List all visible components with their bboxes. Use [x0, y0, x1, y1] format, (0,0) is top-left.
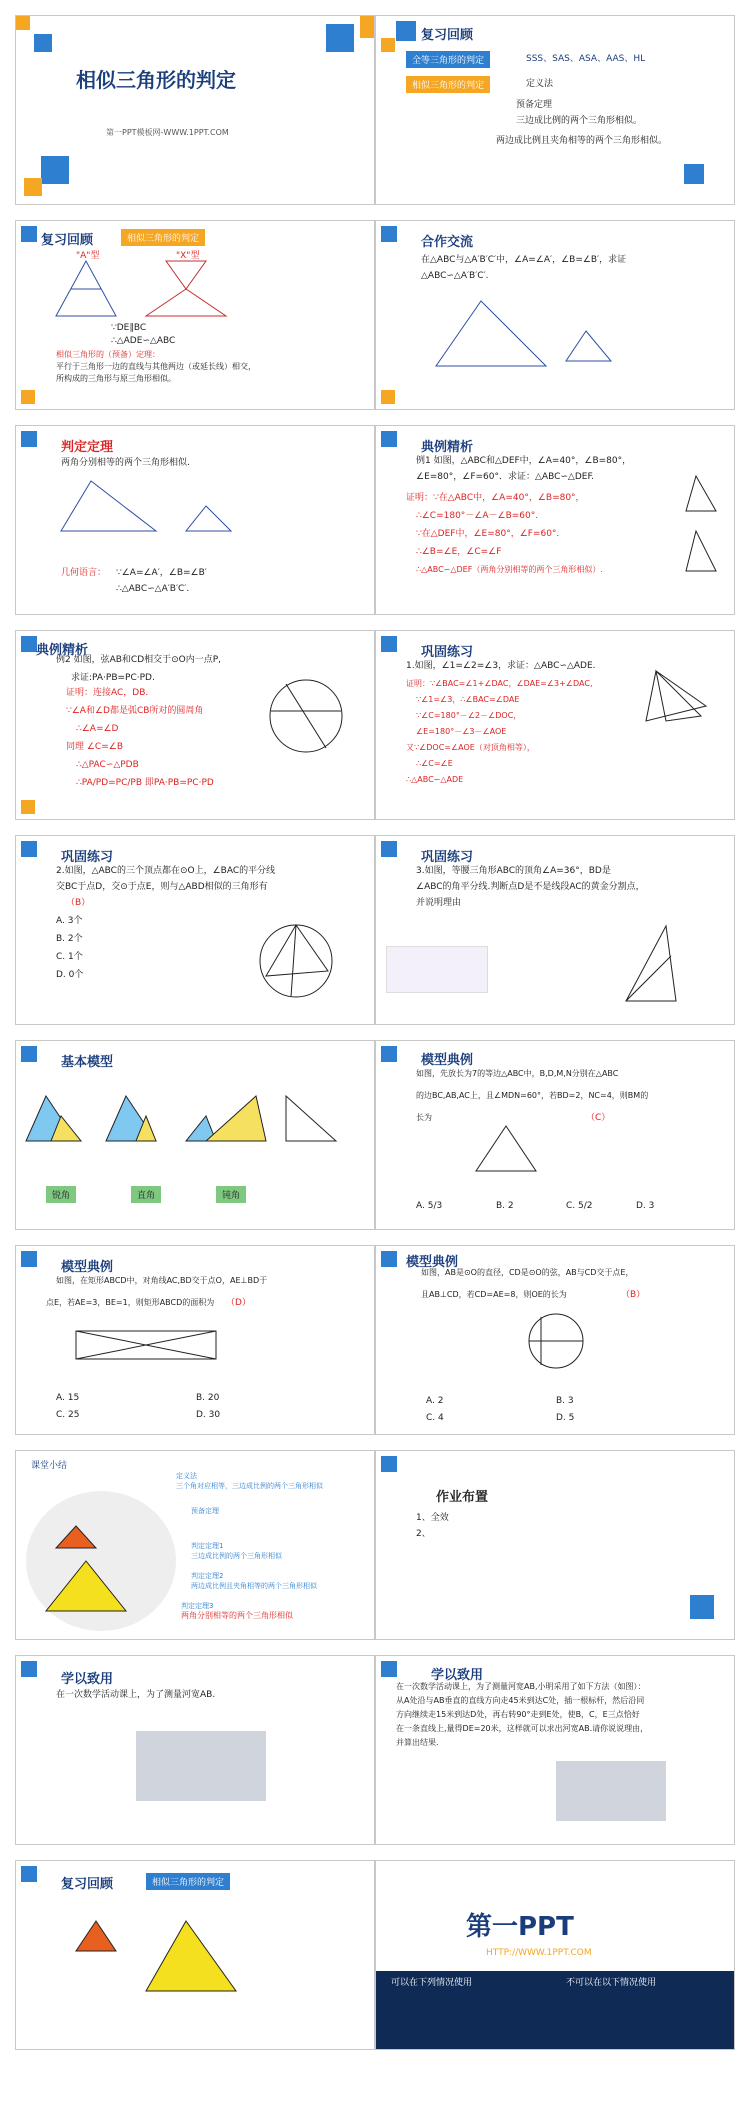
brand-logo: 第一PPT — [466, 1912, 574, 1942]
question-line-2: △ABC∽△A′B′C′. — [421, 271, 489, 281]
option-b: B. 20 — [196, 1393, 220, 1403]
option-a: A. 3个 — [56, 916, 83, 926]
proof-line-3: ∴∠A=∠D — [76, 724, 119, 734]
homework-item-2: 2、 — [416, 1529, 431, 1539]
answer: （B） — [66, 898, 91, 908]
option-a: A. 15 — [56, 1393, 80, 1403]
acute-label: 锐角 — [46, 1186, 76, 1203]
answer: （B） — [621, 1290, 646, 1300]
slide-basic-models[interactable] — [15, 1040, 375, 1230]
theorem-text: 两角分别相等的两个三角形相似. — [61, 458, 190, 468]
question-line-2: 交BC于点D，交⊙于点E，则与△ABD相似的三角形有 — [56, 882, 268, 892]
example-triangles — [681, 476, 721, 586]
question-line-1: 如图，AB是⊙O的直径，CD是⊙O的弦，AB与CD交于点E， — [421, 1268, 634, 1277]
question-text: 1.如图，∠1=∠2=∠3，求证：△ABC∽△ADE. — [406, 661, 596, 671]
slide-heading: 学以致用 — [61, 1672, 114, 1687]
similar-tag: 相似三角形的判定 — [146, 1873, 230, 1890]
summary-t3-text: 两角分别相等的两个三角形相似 — [181, 1611, 293, 1620]
proof-line-1: 证明：∵在△ABC中，∠A=40°，∠B=80°， — [406, 493, 585, 503]
proof-line-6: ∴PA/PD=PC/PB 即PA·PB=PC·PD — [76, 778, 214, 788]
proof-line-2: ∵∠1=∠3，∴∠BAC=∠DAE — [416, 695, 520, 704]
similar-tag: 相似三角形的判定 — [121, 229, 205, 246]
proof-line-5: 又∵∠DOC=∠AOE（对顶角相等）， — [406, 743, 535, 752]
slide-model-example-2[interactable] — [15, 1245, 375, 1435]
slide-heading: 作业布置 — [436, 1490, 489, 1505]
summary-t1-text: 三边成比例的两个三角形相似 — [191, 1552, 282, 1560]
question-line-1: 如图，先放长为7的等边△ABC中，B,D,M,N分别在△ABC — [416, 1069, 619, 1078]
geo-language-conclusion: ∴△ABC∽△A′B′C′. — [116, 584, 190, 594]
slide-heading: 合作交流 — [421, 235, 474, 250]
example-line-1: 例1 如图，△ABC和△DEF中，∠A=40°，∠B=80°， — [416, 456, 632, 466]
x-type-label: "X"型 — [176, 251, 200, 261]
congruent-tag: 全等三角形的判定 — [406, 51, 490, 68]
slide-heading: 模型典例 — [61, 1260, 114, 1275]
question-line-1: 2.如图，△ABC的三个顶点都在⊙O上，∠BAC的平分线 — [56, 866, 276, 876]
river-diagram — [556, 1761, 666, 1821]
homework-item-1: 1、全效 — [416, 1513, 449, 1523]
theorem-note-2: 平行于三角形一边的直线与其他两边（或延长线）相交， — [56, 362, 256, 371]
example-line-2: ∠E=80°，∠F=60°．求证：△ABC∽△DEF. — [416, 472, 595, 482]
theorem-triangles — [56, 481, 256, 541]
theorem-note-3: 所构成的三角形与原三角形相似。 — [56, 374, 176, 383]
proof-line-4: ∠E=180°－∠3－∠AOE — [416, 727, 507, 736]
practice-figure — [646, 671, 716, 731]
river-diagram — [136, 1731, 266, 1801]
question-line-2: 的边BC,AB,AC上，且∠MDN=60°，若BD=2，NC=4，则BM的 — [416, 1091, 649, 1100]
proof-line-4: 同理 ∠C=∠B — [66, 742, 123, 752]
slide-heading: 学以致用 — [431, 1668, 484, 1683]
proof-line-2: ∵∠A和∠D都是弧CB所对的圆周角 — [66, 706, 204, 716]
slide-example-2[interactable] — [15, 630, 375, 820]
option-c: C. 5/2 — [566, 1201, 593, 1211]
problem-line-5: 并算出结果. — [396, 1738, 439, 1747]
problem-line-1: 在一次数学活动课上，为了测量河宽AB,小明采用了如下方法（如图）： — [396, 1682, 646, 1691]
proof-line-3: ∵∠C=180°－∠2－∠DOC， — [416, 711, 522, 720]
slide-heading: 基本模型 — [61, 1055, 114, 1070]
question-line-1: 如图，在矩形ABCD中，对角线AC,BD交于点O，AE⊥BD于 — [56, 1276, 268, 1285]
summary-def-text: 三个角对应相等，三边成比例的两个三角形相似 — [176, 1482, 323, 1490]
slide-heading: 巩固练习 — [61, 850, 114, 865]
slide-subtitle: 第一PPT模板网-WWW.1PPT.COM — [106, 128, 229, 137]
slide-heading: 巩固练习 — [421, 850, 474, 865]
option-c: C. 1个 — [56, 952, 83, 962]
slide-theorem[interactable] — [15, 425, 375, 615]
proof-line-2: ∴∠C=180°－∠A－∠B=60°. — [416, 511, 539, 521]
slide-review-1[interactable] — [375, 15, 735, 205]
two-triangles — [436, 301, 636, 371]
option-a: A. 2 — [426, 1396, 444, 1406]
problem-line-3: 方向继续走15米到达D处，再右转90°走到E处，使B，C，E三点恰好 — [396, 1710, 640, 1719]
slide-practice-2[interactable] — [15, 835, 375, 1025]
obtuse-label: 钝角 — [216, 1186, 246, 1203]
slide-heading: 巩固练习 — [421, 645, 474, 660]
slide-application-1[interactable] — [15, 1655, 375, 1845]
can-use-label: 可以在下列情况使用 — [391, 1978, 473, 1988]
summary-t2-text: 两边成比例且夹角相等的两个三角形相似 — [191, 1582, 317, 1590]
circle-figure — [526, 1311, 586, 1371]
answer: （C） — [586, 1113, 611, 1123]
option-c: C. 4 — [426, 1413, 444, 1423]
definition-method: 定义法 — [526, 79, 554, 89]
circle-figure — [256, 921, 336, 1001]
rectangle-figure — [76, 1331, 216, 1361]
question-line-3: 并说明理由 — [416, 898, 462, 908]
question-line-3: 长为 — [416, 1113, 432, 1122]
answer: （D） — [226, 1298, 251, 1308]
slide-title[interactable] — [15, 15, 375, 205]
question-line-1: 在△ABC与△A′B′C′中，∠A=∠A′，∠B=∠B′，求证 — [421, 255, 627, 265]
geo-language-given: ∵∠A=∠A′，∠B=∠B′ — [116, 568, 207, 578]
proof-line-3: ∵在△DEF中，∠E=80°，∠F=60°． — [416, 529, 566, 539]
question-line-2: 点E，若AE=3，BE=1，则矩形ABCD的面积为 — [46, 1298, 215, 1307]
summary-t2: 判定定理2 — [191, 1572, 224, 1580]
slide-review-2[interactable] — [15, 220, 375, 410]
summary-t1: 判定定理1 — [191, 1542, 224, 1550]
question-line-2: ∠ABC的角平分线.判断点D是不是线段AC的黄金分割点， — [416, 882, 645, 892]
brand-url[interactable]: HTTP://WWW.1PPT.COM — [486, 1948, 592, 1958]
cannot-use-label: 不可以在以下情况使用 — [566, 1978, 657, 1988]
proof-line-1: 证明：∵∠BAC=∠1+∠DAC，∠DAE=∠3+∠DAC, — [406, 679, 593, 688]
slide-model-example-3[interactable] — [375, 1245, 735, 1435]
isosceles-figure — [626, 926, 686, 1006]
slide-title-text: 相似三角形的判定 — [76, 68, 236, 92]
right-label: 直角 — [131, 1186, 161, 1203]
a-type-label: "A"型 — [76, 251, 100, 261]
triangle-figures — [46, 261, 246, 321]
question-line-2: 且AB⊥CD，若CD=AE=8，则OE的长为 — [421, 1290, 567, 1299]
slide-heading: 模型典例 — [406, 1255, 459, 1270]
option-d: D. 3 — [636, 1201, 655, 1211]
equilateral-figure — [476, 1126, 536, 1176]
summary-prelim: 预备定理 — [191, 1507, 219, 1515]
slide-heading: 判定定理 — [61, 440, 114, 455]
parallel-condition: ∵DE∥BC — [111, 323, 147, 333]
slide-branding[interactable] — [375, 1860, 735, 2050]
slide-summary[interactable] — [15, 1450, 375, 1640]
proof-line-7: ∴△ABC∽△ADE — [406, 775, 464, 784]
slide-homework[interactable] — [375, 1450, 735, 1640]
example-line-1: 例2 如图，弦AB和CD相交于⊙O内一点P, — [56, 655, 222, 665]
slide-heading: 模型典例 — [421, 1053, 474, 1068]
slide-heading: 课堂小结 — [31, 1461, 68, 1471]
handwritten-note — [386, 946, 488, 993]
option-b: B. 2 — [496, 1201, 514, 1211]
model-figures — [26, 1096, 366, 1156]
sas-theorem: 两边成比例且夹角相等的两个三角形相似。 — [496, 136, 668, 146]
problem-line-2: 从A处沿与AB垂直的直线方向走45米到达C处，插一根标杆，然后沿同 — [396, 1696, 645, 1705]
slide-heading: 典例精析 — [421, 440, 474, 455]
question-line-1: 3.如图，等腰三角形ABC的顶角∠A=36°，BD是 — [416, 866, 611, 876]
proof-line-1: 证明：连接AC，DB. — [66, 688, 149, 698]
slide-application-2[interactable] — [375, 1655, 735, 1845]
option-d: D. 0个 — [56, 970, 84, 980]
option-a: A. 5/3 — [416, 1201, 443, 1211]
similar-tag: 相似三角形的判定 — [406, 76, 490, 93]
slide-practice-3[interactable] — [375, 835, 735, 1025]
problem-line-4: 在一条直线上,量得DE=20米，这样就可以求出河宽AB.请你说说理由， — [396, 1724, 649, 1733]
option-b: B. 2个 — [56, 934, 83, 944]
slide-review-3[interactable] — [15, 1860, 375, 2050]
example-line-2: 求证:PA·PB=PC·PD. — [71, 673, 155, 683]
slide-heading: 复习回顾 — [41, 233, 94, 248]
proof-line-5: ∴△ABC∽△DEF（两角分别相等的两个三角形相似）. — [416, 565, 603, 574]
slide-heading: 复习回顾 — [61, 1877, 114, 1892]
review-triangles — [76, 1921, 276, 2001]
summary-triangles — [46, 1526, 146, 1616]
proof-line-4: ∴∠B=∠E，∠C=∠F — [416, 547, 502, 557]
slide-cooperation[interactable] — [375, 220, 735, 410]
slide-heading: 典例精析 — [36, 643, 89, 658]
geo-language-label: 几何语言： — [61, 568, 107, 578]
slide-practice-1[interactable] — [375, 630, 735, 820]
congruent-methods: SSS、SAS、ASA、AAS、HL — [526, 54, 646, 64]
proof-line-5: ∴△PAC∽△PDB — [76, 760, 139, 770]
option-d: D. 5 — [556, 1413, 575, 1423]
option-b: B. 3 — [556, 1396, 574, 1406]
sss-theorem: 三边成比例的两个三角形相似。 — [516, 116, 643, 126]
proof-line-6: ∴∠C=∠E — [416, 759, 453, 768]
slide-model-example-1[interactable] — [375, 1040, 735, 1230]
option-c: C. 25 — [56, 1410, 80, 1420]
summary-t3: 判定定理3 — [181, 1602, 214, 1610]
circle-figure — [266, 676, 346, 756]
option-d: D. 30 — [196, 1410, 221, 1420]
similar-conclusion: ∴△ADE∽△ABC — [111, 336, 176, 346]
slide-example-1[interactable] — [375, 425, 735, 615]
slide-heading: 复习回顾 — [421, 28, 474, 43]
problem-text: 在一次数学活动课上，为了测量河宽AB. — [56, 1690, 216, 1700]
prelim-theorem: 预备定理 — [516, 100, 553, 110]
summary-def: 定义法 — [176, 1472, 197, 1480]
theorem-note-1: 相似三角形的（预备）定理： — [56, 350, 160, 359]
